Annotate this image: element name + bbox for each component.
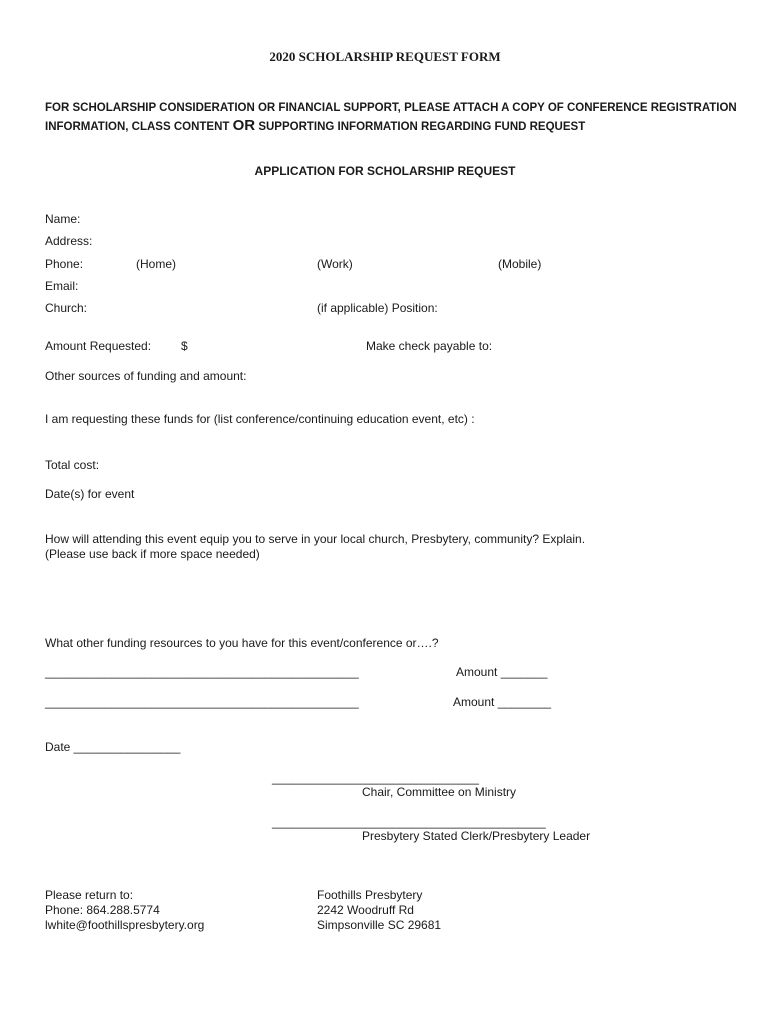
org-name: Foothills Presbytery	[317, 888, 423, 902]
home-phone-label: (Home)	[136, 257, 177, 271]
resource-line-2: _______________________________________________	[45, 695, 359, 709]
clerk-signature-caption: Presbytery Stated Clerk/Presbytery Leader	[362, 829, 591, 843]
work-phone-label: (Work)	[317, 257, 353, 271]
org-city: Simpsonville SC 29681	[317, 918, 442, 932]
position-label: (if applicable) Position:	[317, 301, 438, 315]
return-to-label: Please return to:	[45, 888, 134, 902]
application-subtitle: APPLICATION FOR SCHOLARSHIP REQUEST	[254, 164, 516, 178]
org-street: 2242 Woodruff Rd	[317, 903, 414, 917]
clerk-signature-line: _________________________________________	[272, 815, 546, 829]
mobile-phone-label: (Mobile)	[498, 257, 542, 271]
amount-line-2: Amount ________	[453, 695, 552, 709]
check-payable-label: Make check payable to:	[366, 339, 493, 353]
notice-part-2: SUPPORTING INFORMATION REGARDING FUND REQUEST	[255, 121, 586, 133]
return-email: lwhite@foothillspresbytery.org	[45, 918, 205, 932]
form-title: 2020 SCHOLARSHIP REQUEST FORM	[269, 49, 501, 64]
back-page-note: (Please use back if more space needed)	[45, 547, 260, 561]
attachment-notice	[45, 99, 745, 136]
notice-or: OR	[232, 117, 256, 134]
chair-signature-line: _______________________________	[272, 771, 479, 785]
chair-signature-caption: Chair, Committee on Ministry	[362, 785, 517, 799]
email-label: Email:	[45, 279, 79, 293]
name-label: Name:	[45, 212, 81, 226]
date-line: Date ________________	[45, 740, 181, 754]
how-equip-question: How will attending this event equip you to serve in your local church, Presbytery, community? Explain.	[45, 532, 586, 546]
dollar-sign: $	[181, 339, 188, 353]
requesting-for-label: I am requesting these funds for (list conference/continuing education event, etc) :	[45, 412, 475, 426]
resource-line-1: _______________________________________________	[45, 665, 359, 679]
other-sources-label: Other sources of funding and amount:	[45, 369, 247, 383]
amount-line-1: Amount _______	[456, 665, 548, 679]
other-resources-question: What other funding resources to you have for this event/conference or….?	[45, 636, 439, 650]
address-label: Address:	[45, 234, 93, 248]
notice-part-1: FOR SCHOLARSHIP CONSIDERATION OR FINANCIAL SUPPORT, PLEASE ATTACH A COPY OF CONFERENCE REGISTRATION INFORMATION, CLASS CONTENT	[45, 102, 737, 133]
amount-requested-label: Amount Requested:	[45, 339, 152, 353]
return-phone: Phone: 864.288.5774	[45, 903, 160, 917]
total-cost-label: Total cost:	[45, 458, 100, 472]
event-dates-label: Date(s) for event	[45, 487, 135, 501]
church-label: Church:	[45, 301, 88, 315]
phone-label: Phone:	[45, 257, 84, 271]
